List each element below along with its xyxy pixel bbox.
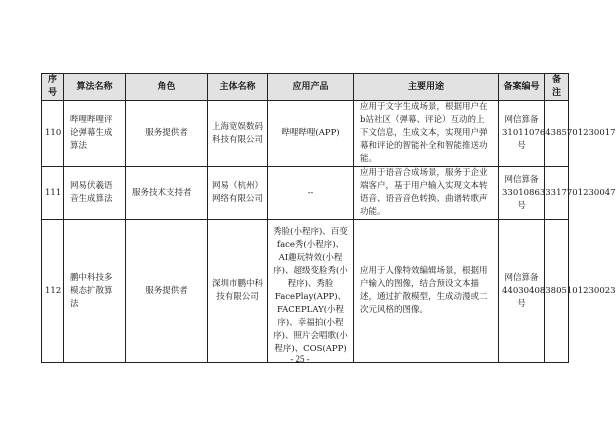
filing-number: 网信算备330108633317701230047号 [499,167,545,220]
filing-number: 网信算备440304083805101230023号 [499,220,545,363]
product-line: 秀脸(小程序)、百变 [273,227,348,237]
product-line: -- [307,187,314,198]
product-line: 序)、照片会唱歌(小 [273,331,348,341]
products-cell [268,167,354,220]
table-row [42,167,569,220]
page-number: - 25 - [290,354,310,364]
row-number: 110 [42,101,64,167]
main-usage: 应用于人像特效编辑场景，根据用户输入的图像，结合预设文本描述，通过扩散模型，生成动漫或二次元风格的图像。 [354,220,499,363]
header-filing-number: 备案编号 [499,74,545,101]
header-main-usage: 主要用途 [354,74,499,101]
main-usage: 应用于文字生成场景，根据用户在b站社区（弹幕、评论）互动的上下文信息，生成文本，实现用户弹幕和评论的智能补全和智能推送功能。 [354,101,499,167]
role: 服务技术支持者 [126,167,208,220]
product-line: FACEPLAY(小程 [276,305,345,315]
product-line: 哔哩哔哩(APP) [281,128,340,138]
header-entity-name: 主体名称 [208,74,268,101]
product-line: 程序)、秀脸 [287,279,334,289]
algorithm-filing-table [41,73,616,363]
role: 服务提供者 [126,220,208,363]
product-line: 序)、超级变脸秀(小 [273,266,348,276]
product-line: face秀(小程序)、 [276,240,345,250]
algorithm-name: 鹏中科技多模态扩散算法 [64,220,126,363]
algorithm-name: 哔哩哔哩评论弹幕生成算法 [64,101,126,167]
product-line: AI趣玩特效(小程 [278,253,343,263]
filing-number: 网信算备310110764385701230017号 [499,101,545,167]
header-note: 备注 [545,74,569,101]
product-line: 程序)、COS(APP) [274,344,347,354]
entity-name: 深圳市鹏中科技有限公司 [208,220,268,363]
entity-name: 网易（杭州）网络有限公司 [208,167,268,220]
product-line: FacePlay(APP)、 [274,292,347,302]
products-cell [268,220,354,363]
row-number: 111 [42,167,64,220]
header-number: 序号 [42,74,64,101]
entity-name: 上海宽娱数码科技有限公司 [208,101,268,167]
table-header-row [42,74,569,101]
row-number: 112 [42,220,64,363]
header-algorithm-name: 算法名称 [64,74,126,101]
table-row [42,101,569,167]
header-role: 角色 [126,74,208,101]
product-line: 序)、幸福拍(小程 [277,318,344,328]
table-row [42,220,569,363]
header-products: 应用产品 [268,74,354,101]
products-cell [268,101,354,167]
algorithm-name: 网易伏羲语音生成算法 [64,167,126,220]
role: 服务提供者 [126,101,208,167]
main-usage: 应用于语音合成场景，服务于企业端客户，基于用户输入实现文本转语音、语音音色转换、曲谱转歌声功能。 [354,167,499,220]
